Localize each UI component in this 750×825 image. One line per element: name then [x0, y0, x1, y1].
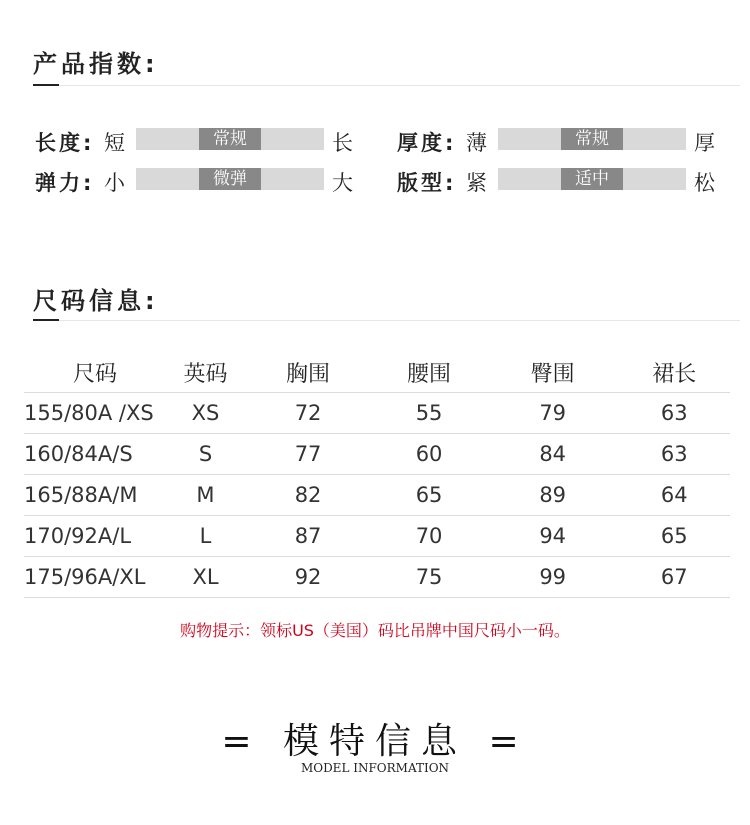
cell-skirt-length: 67: [618, 557, 730, 598]
cell-skirt-length: 63: [618, 393, 730, 434]
column-header-bust: 胸围: [286, 361, 331, 387]
cell-skirt-length: 63: [618, 434, 730, 475]
attribute-low-label: 小: [104, 171, 125, 195]
attribute-high-label: 长: [332, 131, 353, 155]
cell-size: 165/88A/M: [24, 475, 166, 516]
cell-us-size: XS: [166, 393, 245, 434]
cell-size: 155/80A /XS: [24, 393, 166, 434]
table-row: [24, 516, 730, 557]
attribute-label: 弹力:: [35, 171, 95, 195]
attribute-high-label: 松: [694, 171, 715, 195]
cell-hip: 99: [487, 557, 619, 598]
attribute-low-label: 紧: [466, 171, 487, 195]
size-table: [24, 352, 730, 598]
cell-skirt-length: 65: [618, 516, 730, 557]
cell-size: 160/84A/S: [24, 434, 166, 475]
attribute-high-label: 厚: [694, 131, 715, 155]
cell-us-size: XL: [166, 557, 245, 598]
cell-waist: 55: [371, 393, 487, 434]
cell-bust: 92: [245, 557, 371, 598]
size-info-underline: [33, 319, 59, 321]
product-index-underline: [33, 84, 59, 86]
product-index-title: 产品指数:: [33, 50, 159, 78]
cell-size: 170/92A/L: [24, 516, 166, 557]
attribute-label: 长度:: [35, 131, 95, 155]
table-header-row: [24, 352, 730, 393]
cell-bust: 87: [245, 516, 371, 557]
cell-waist: 75: [371, 557, 487, 598]
attribute-scale-bar: [498, 168, 686, 190]
cell-hip: 84: [487, 434, 619, 475]
cell-waist: 65: [371, 475, 487, 516]
cell-hip: 94: [487, 516, 619, 557]
table-row: [24, 393, 730, 434]
cell-us-size: L: [166, 516, 245, 557]
attribute-scale-bar: [136, 128, 324, 150]
attribute-high-label: 大: [332, 171, 353, 195]
column-header-waist: 腰围: [407, 361, 452, 387]
cell-skirt-length: 64: [618, 475, 730, 516]
attribute-selected-marker: 适中: [561, 168, 623, 190]
attribute-low-label: 短: [104, 131, 125, 155]
cell-bust: 72: [245, 393, 371, 434]
cell-us-size: S: [166, 434, 245, 475]
column-header-size: 尺码: [73, 361, 118, 387]
model-info-subtitle: MODEL INFORMATION: [300, 761, 450, 775]
column-header-skirt-length: 裙长: [652, 361, 697, 387]
cell-size: 175/96A/XL: [24, 557, 166, 598]
attribute-low-label: 薄: [466, 131, 487, 155]
table-row: [24, 557, 730, 598]
cell-us-size: M: [166, 475, 245, 516]
size-info-title: 尺码信息:: [33, 287, 159, 315]
column-header-us-size: 英码: [183, 361, 228, 387]
table-row: [24, 434, 730, 475]
model-info-title: = 模特信息 =: [221, 721, 529, 762]
attribute-selected-marker: 微弹: [199, 168, 261, 190]
cell-waist: 70: [371, 516, 487, 557]
attribute-scale-bar: [498, 128, 686, 150]
cell-hip: 89: [487, 475, 619, 516]
cell-waist: 60: [371, 434, 487, 475]
cell-bust: 77: [245, 434, 371, 475]
attribute-label: 版型:: [397, 171, 457, 195]
attribute-label: 厚度:: [397, 131, 457, 155]
cell-bust: 82: [245, 475, 371, 516]
attribute-scale-bar: [136, 168, 324, 190]
table-row: [24, 475, 730, 516]
attribute-selected-marker: 常规: [561, 128, 623, 150]
product-index-divider: [33, 85, 740, 86]
shopping-tip-note: 购物提示：领标US（美国）码比吊牌中国尺码小一码。: [180, 621, 570, 640]
cell-hip: 79: [487, 393, 619, 434]
attribute-selected-marker: 常规: [199, 128, 261, 150]
column-header-hip: 臀围: [530, 361, 575, 387]
size-info-divider: [33, 320, 740, 321]
